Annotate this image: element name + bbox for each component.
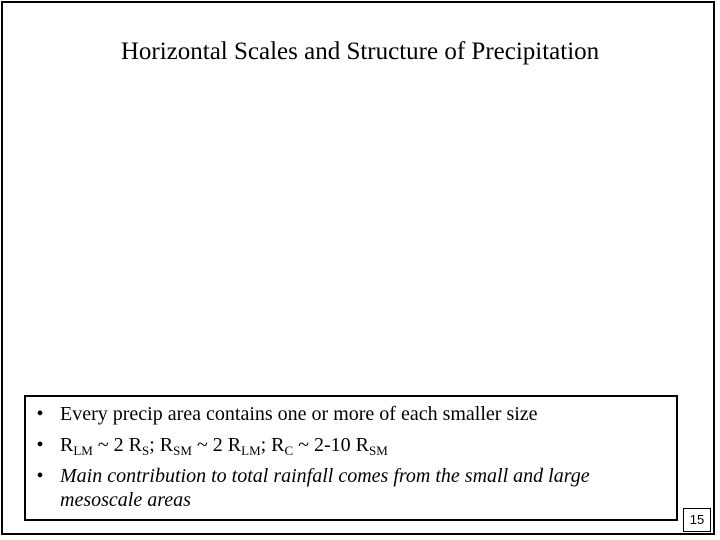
formula-text: ~ 2-10 R: [293, 434, 370, 456]
formula-text: ; R: [149, 434, 174, 456]
slide-title: Horizontal Scales and Structure of Precipitation: [120, 38, 600, 65]
formula-text: ; R: [260, 434, 285, 456]
formula-subscript: C: [284, 443, 294, 458]
bullet-item-1: [30, 402, 666, 426]
bullet-list: [30, 402, 666, 519]
formula-subscript: SM: [173, 443, 192, 458]
bullet-text: Every precip area contains one or more of each smaller size: [60, 403, 538, 425]
bullet-text: Main contribution to total rainfall comes from the small and large mesoscale areas: [60, 465, 590, 511]
formula-text: R: [60, 434, 74, 456]
page-number: 15: [683, 508, 711, 532]
bullet-item-3: [30, 464, 666, 512]
bullet-marker: •: [36, 465, 44, 487]
bullet-item-2: [30, 433, 666, 457]
bullet-marker: •: [36, 434, 44, 456]
formula-subscript: S: [142, 443, 150, 458]
formula-subscript: SM: [369, 443, 388, 458]
bullet-box: [24, 395, 678, 521]
formula-text: ~ 2 R: [191, 434, 242, 456]
formula-subscript: LM: [241, 443, 261, 458]
bullet-marker: •: [36, 403, 44, 425]
scale-ratio-formula: [60, 434, 388, 456]
formula-subscript: LM: [73, 443, 93, 458]
formula-text: ~ 2 R: [92, 434, 143, 456]
